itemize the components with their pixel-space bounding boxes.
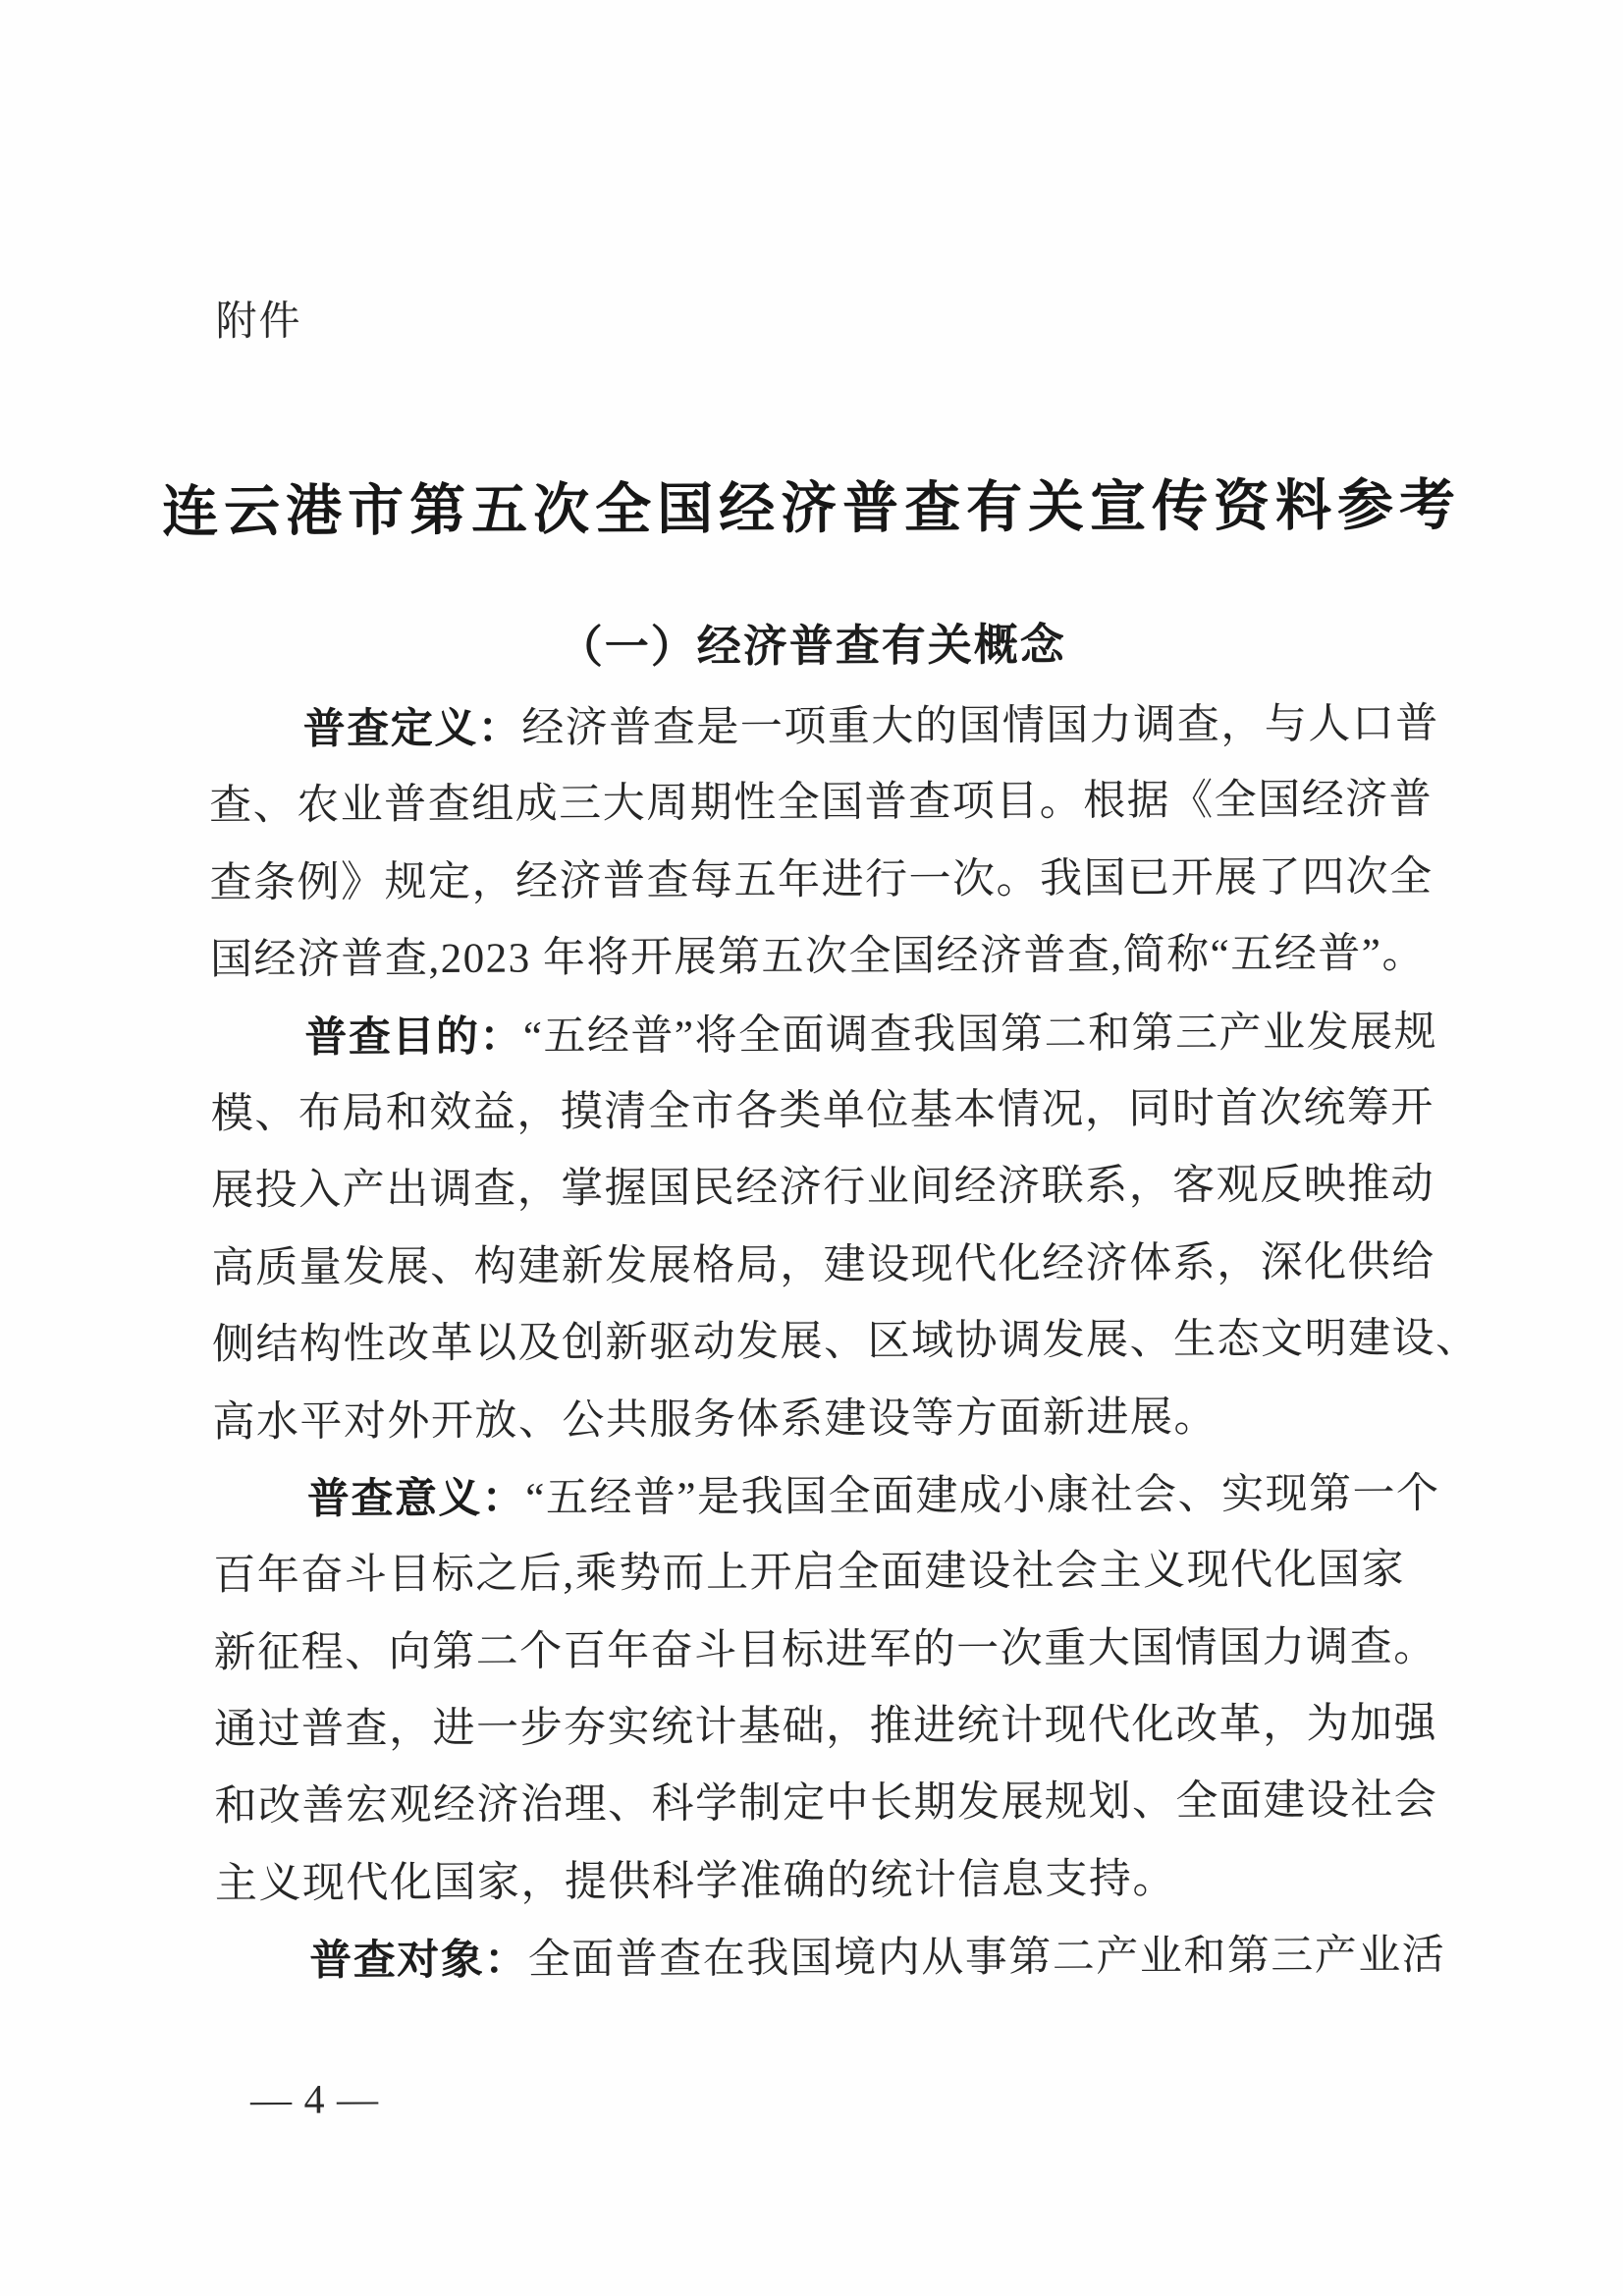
paragraph-label: 普查目的： <box>304 1012 524 1062</box>
body-line-text: 国经济普查,2023 年将开展第五次全国经济普查,简称“五经普”。 <box>209 930 1427 984</box>
section-heading: （一）经济普查有关概念 <box>558 619 1066 673</box>
body-line <box>213 1609 1435 1692</box>
body-line <box>214 1763 1436 1846</box>
body-line <box>211 1147 1434 1230</box>
document-body <box>209 685 1480 2000</box>
body-line <box>215 1917 1446 2000</box>
body-line <box>209 839 1432 922</box>
body-line <box>213 1455 1440 1539</box>
page-number: — 4 — <box>249 2077 380 2124</box>
body-line-text: 侧结构性改革以及创新驱动发展、区域协调发展、生态文明建设、 <box>211 1315 1480 1369</box>
body-line-text: 查、农业普查组成三大周期性全国普查项目。根据《全国经济普 <box>209 777 1434 830</box>
body-line-text: “五经普”是我国全面建成小康社会、实现第一个 <box>525 1470 1440 1522</box>
body-line <box>209 685 1439 769</box>
paragraph-label: 普查对象： <box>309 1936 528 1985</box>
body-line <box>209 762 1432 846</box>
body-line <box>213 1532 1435 1615</box>
body-line-text: 和改善宏观经济治理、科学制定中长期发展规划、全面建设社会 <box>214 1777 1438 1831</box>
body-line-text: 通过普查，进一步夯实统计基础，推进统计现代化改革，为加强 <box>213 1700 1438 1754</box>
body-line-text: 主义现代化国家，提供科学准确的统计信息支持。 <box>214 1855 1177 1908</box>
body-line-text: 高水平对外开放、公共服务体系建设等方面新进展。 <box>212 1394 1218 1446</box>
body-line-text: 全面普查在我国境内从事第二产业和第三产业活 <box>527 1932 1446 1984</box>
body-line <box>211 1224 1434 1307</box>
body-line <box>211 1301 1480 1385</box>
document-title: 连云港市第五次全国经济普查有关宣传资料参考 <box>161 474 1462 544</box>
body-line <box>215 1840 1437 1924</box>
body-line-text: 查条例》规定，经济普查每五年进行一次。我国已开展了四次全 <box>209 853 1434 906</box>
body-line <box>210 993 1438 1076</box>
body-line <box>214 1686 1436 1770</box>
paragraph-label: 普查定义： <box>302 704 522 753</box>
body-line <box>212 1378 1434 1461</box>
body-line-text: 经济普查是一项重大的国情国力调查，与人口普 <box>521 700 1439 752</box>
body-line-text: “五经普”将全面调查我国第二和第三产业发展规 <box>522 1009 1438 1061</box>
body-line-text: 百年奋斗目标之后,乘势而上开启全面建设社会主义现代化国家 <box>213 1547 1406 1600</box>
attachment-label: 附件 <box>215 297 302 345</box>
body-line-text: 高质量发展、构建新发展格局，建设现代化经济体系，深化供给 <box>211 1238 1435 1291</box>
body-line-text: 模、布局和效益，摸清全市各类单位基本情况，同时首次统筹开 <box>210 1084 1434 1138</box>
body-line-text: 展投入产出调查，掌握国民经济行业间经济联系，客观反映推动 <box>211 1162 1435 1215</box>
body-line <box>210 916 1433 1000</box>
paragraph-label: 普查意义： <box>306 1474 526 1523</box>
body-line-text: 新征程、向第二个百年奋斗目标进军的一次重大国情国力调查。 <box>213 1623 1437 1676</box>
body-line <box>211 1070 1434 1154</box>
